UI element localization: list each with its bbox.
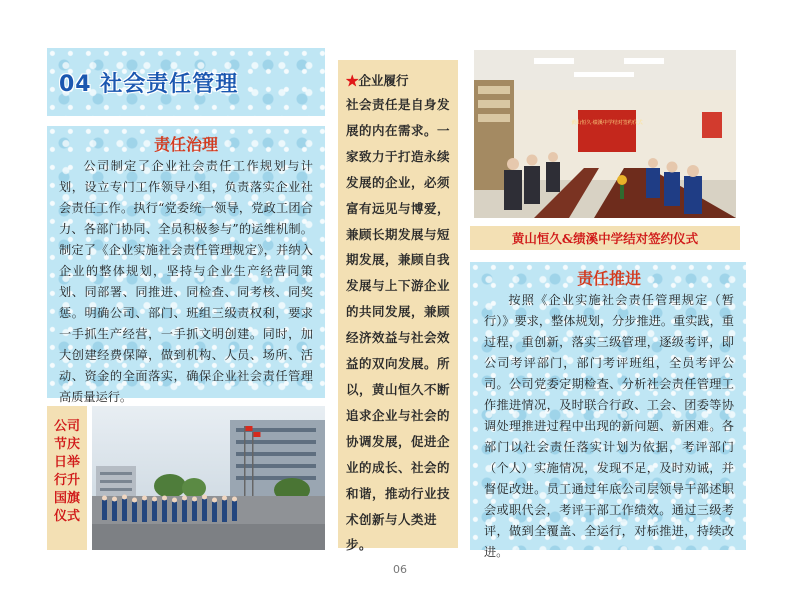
signing-ceremony-caption: [470, 226, 740, 250]
caption-line: 国旗: [53, 491, 80, 506]
section-title-banner: [47, 48, 325, 116]
caption-line: 日举: [53, 455, 80, 470]
section-title: 04 社会责任管理: [59, 71, 239, 97]
mission-body: 社会责任是自身发展的内在需求。一家致力于打造永续发展的企业，必须富有远见与博爱，兼顾长期发展与短期发展，兼顾自我发展与上下游企业的共同发展，兼顾经济效益与社会效益的双向发展。所以，黄山恒久不断追求企业与社会的协调发展，促进企业的成长、社会的和谐，推动行业技术创新与人类进步。: [346, 97, 451, 553]
mission-headline: [346, 70, 451, 92]
screen-banner-text: 黄山恒久·绩溪中学结对签约仪式: [571, 120, 643, 126]
governance-panel: [47, 126, 325, 404]
signing-ceremony-illustration: [474, 50, 736, 218]
promotion-body: 按照《企业实施社会责任管理规定（暂行）》要求，整体规划，分步推进。重实践，重过程，重创新，落实三级管理，逐级考评，即公司考评部门，部门考评班组，全员考评公司。公司党委定期检查、分析社会责任管理工作推进情况，及时联合行政、工会、团委等协调处理推进过程中出现的新问题、新困难。各部门以社会责任落实计划为依据，考评部门（个人）实施情况，发现不足，及时劝诫，并督促改进。员工通过年底公司层领导干部述职会或职代会，考评干部工作绩效。通过三级考评，做到全覆盖、全运行，对标推进，持续改进。: [484, 293, 734, 559]
flag-ceremony-photo: [92, 406, 325, 550]
promotion-panel: [470, 262, 746, 559]
star-icon: ★: [346, 73, 359, 88]
signing-caption-text: 黄山恒久&绩溪中学结对签约仪式: [511, 231, 699, 246]
flag-ceremony-illustration: [92, 406, 325, 550]
mission-column: [338, 60, 458, 553]
caption-line: 行升: [53, 473, 80, 488]
caption-line: 公司: [53, 419, 80, 434]
flag-ceremony-caption: [47, 406, 87, 550]
governance-heading: 责任治理: [153, 135, 218, 154]
mission-headline-text: 企业履行: [358, 73, 409, 88]
promotion-heading: 责任推进: [576, 269, 641, 288]
caption-line: 仪式: [53, 509, 80, 524]
signing-ceremony-photo: [474, 50, 736, 218]
page-number: 06: [393, 563, 407, 576]
caption-line: 节庆: [53, 437, 80, 452]
governance-body: 公司制定了企业社会责任工作规划与计划，设立专门工作领导小组，负责落实企业社会责任工作。执行“党委统一领导，党政工团合力、各部门协同、全员积极参与”的运维机制。制定了《企业实施社会责任管理规定》，并纳入企业的整体规划，坚持与企业生产经营同策划、同部署、同推进、同检查、同考核、同奖惩。明确公司、部门、班组三级责权利，要求一手抓生产经营，一手抓文明创建。同时，加大创建经费保障，做到机构、人员、场所、活动、资金的全面落实，确保企业社会责任管理高质量运行。: [59, 159, 313, 404]
